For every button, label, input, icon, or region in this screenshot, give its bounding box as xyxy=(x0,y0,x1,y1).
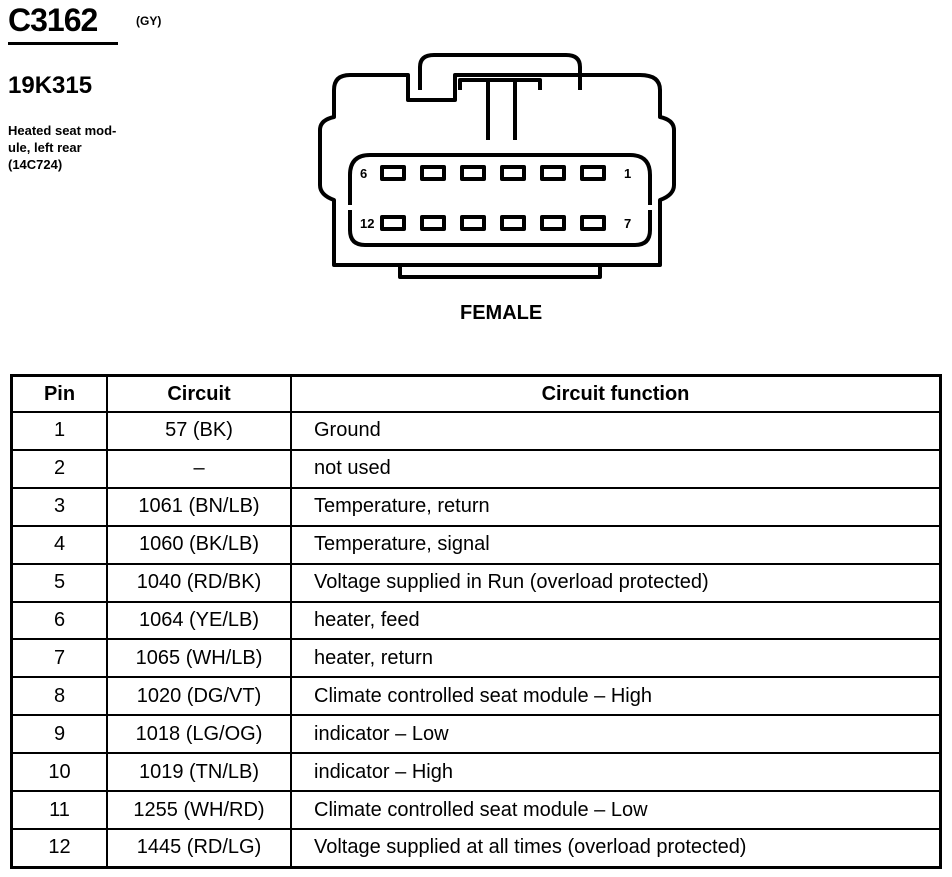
pin-cell: 2 xyxy=(12,450,108,488)
table-row xyxy=(12,488,941,526)
table-row xyxy=(12,412,941,450)
header-circuit: Circuit xyxy=(107,376,291,413)
connector-housing xyxy=(320,75,674,265)
circuit-cell: 1061 (BN/LB) xyxy=(107,488,291,526)
table-row xyxy=(12,753,941,791)
pin-cavity xyxy=(462,167,484,179)
table-row xyxy=(12,602,941,640)
table-row xyxy=(12,526,941,564)
part-number: 19K315 xyxy=(8,72,93,99)
function-cell: indicator – Low xyxy=(291,715,941,753)
circuit-cell: 1040 (RD/BK) xyxy=(107,564,291,602)
function-cell: Temperature, signal xyxy=(291,526,941,564)
pin-cavity xyxy=(542,217,564,229)
pin-cell: 6 xyxy=(12,602,108,640)
function-cell: heater, feed xyxy=(291,602,941,640)
circuit-cell: 1064 (YE/LB) xyxy=(107,602,291,640)
connector-id: C3162 xyxy=(8,2,98,38)
function-cell: not used xyxy=(291,450,941,488)
connector-id-underline xyxy=(8,42,118,45)
header-function: Circuit function xyxy=(291,376,941,413)
pin-cavity xyxy=(582,217,604,229)
circuit-cell: 57 (BK) xyxy=(107,412,291,450)
pin-cell: 11 xyxy=(12,791,108,829)
pin-cavity xyxy=(502,217,524,229)
function-cell: indicator – High xyxy=(291,753,941,791)
pin-cell: 10 xyxy=(12,753,108,791)
pin-cell: 4 xyxy=(12,526,108,564)
function-cell: Ground xyxy=(291,412,941,450)
table-row xyxy=(12,677,941,715)
pin-cavity xyxy=(382,167,404,179)
color-code: (GY) xyxy=(136,14,162,28)
circuit-cell: – xyxy=(107,450,291,488)
table-header-row xyxy=(12,376,941,413)
pin-cell: 1 xyxy=(12,412,108,450)
pin-cell: 8 xyxy=(12,677,108,715)
pin-cavity xyxy=(582,167,604,179)
pin-cavity xyxy=(422,167,444,179)
function-cell: heater, return xyxy=(291,639,941,677)
function-cell: Voltage supplied in Run (overload protected) xyxy=(291,564,941,602)
circuit-cell: 1445 (RD/LG) xyxy=(107,829,291,868)
connector-face-diagram xyxy=(310,45,690,290)
table-row xyxy=(12,715,941,753)
circuit-cell: 1018 (LG/OG) xyxy=(107,715,291,753)
circuit-cell: 1019 (TN/LB) xyxy=(107,753,291,791)
pin-cell: 7 xyxy=(12,639,108,677)
pin-cell: 5 xyxy=(12,564,108,602)
pin-label-12: 12 xyxy=(360,216,375,231)
table-row xyxy=(12,450,941,488)
pin-cavity xyxy=(502,167,524,179)
function-cell: Climate controlled seat module – Low xyxy=(291,791,941,829)
pin-table xyxy=(10,374,942,869)
pin-cell: 9 xyxy=(12,715,108,753)
pin-cell: 3 xyxy=(12,488,108,526)
table-row xyxy=(12,564,941,602)
pin-label-6: 6 xyxy=(360,166,368,181)
gender-label: FEMALE xyxy=(460,302,543,324)
circuit-cell: 1255 (WH/RD) xyxy=(107,791,291,829)
pin-cavity xyxy=(542,167,564,179)
module-description xyxy=(8,122,168,173)
pin-label-1: 1 xyxy=(624,166,632,181)
description-line: (14C724) xyxy=(8,157,63,172)
pin-cell: 12 xyxy=(12,829,108,868)
circuit-cell: 1065 (WH/LB) xyxy=(107,639,291,677)
description-line: Heated seat mod- xyxy=(8,123,117,138)
pin-cavity xyxy=(422,217,444,229)
function-cell: Climate controlled seat module – High xyxy=(291,677,941,715)
table-row xyxy=(12,829,941,868)
circuit-cell: 1020 (DG/VT) xyxy=(107,677,291,715)
function-cell: Voltage supplied at all times (overload protected) xyxy=(291,829,941,868)
description-line: ule, left rear xyxy=(8,140,82,155)
pin-label-7: 7 xyxy=(624,216,632,231)
table-row xyxy=(12,791,941,829)
function-cell: Temperature, return xyxy=(291,488,941,526)
latch-tab xyxy=(460,80,540,90)
header-pin: Pin xyxy=(12,376,108,413)
pin-cavity xyxy=(382,217,404,229)
table-row xyxy=(12,639,941,677)
pin-cavity xyxy=(462,217,484,229)
connector-latch xyxy=(420,55,580,90)
circuit-cell: 1060 (BK/LB) xyxy=(107,526,291,564)
